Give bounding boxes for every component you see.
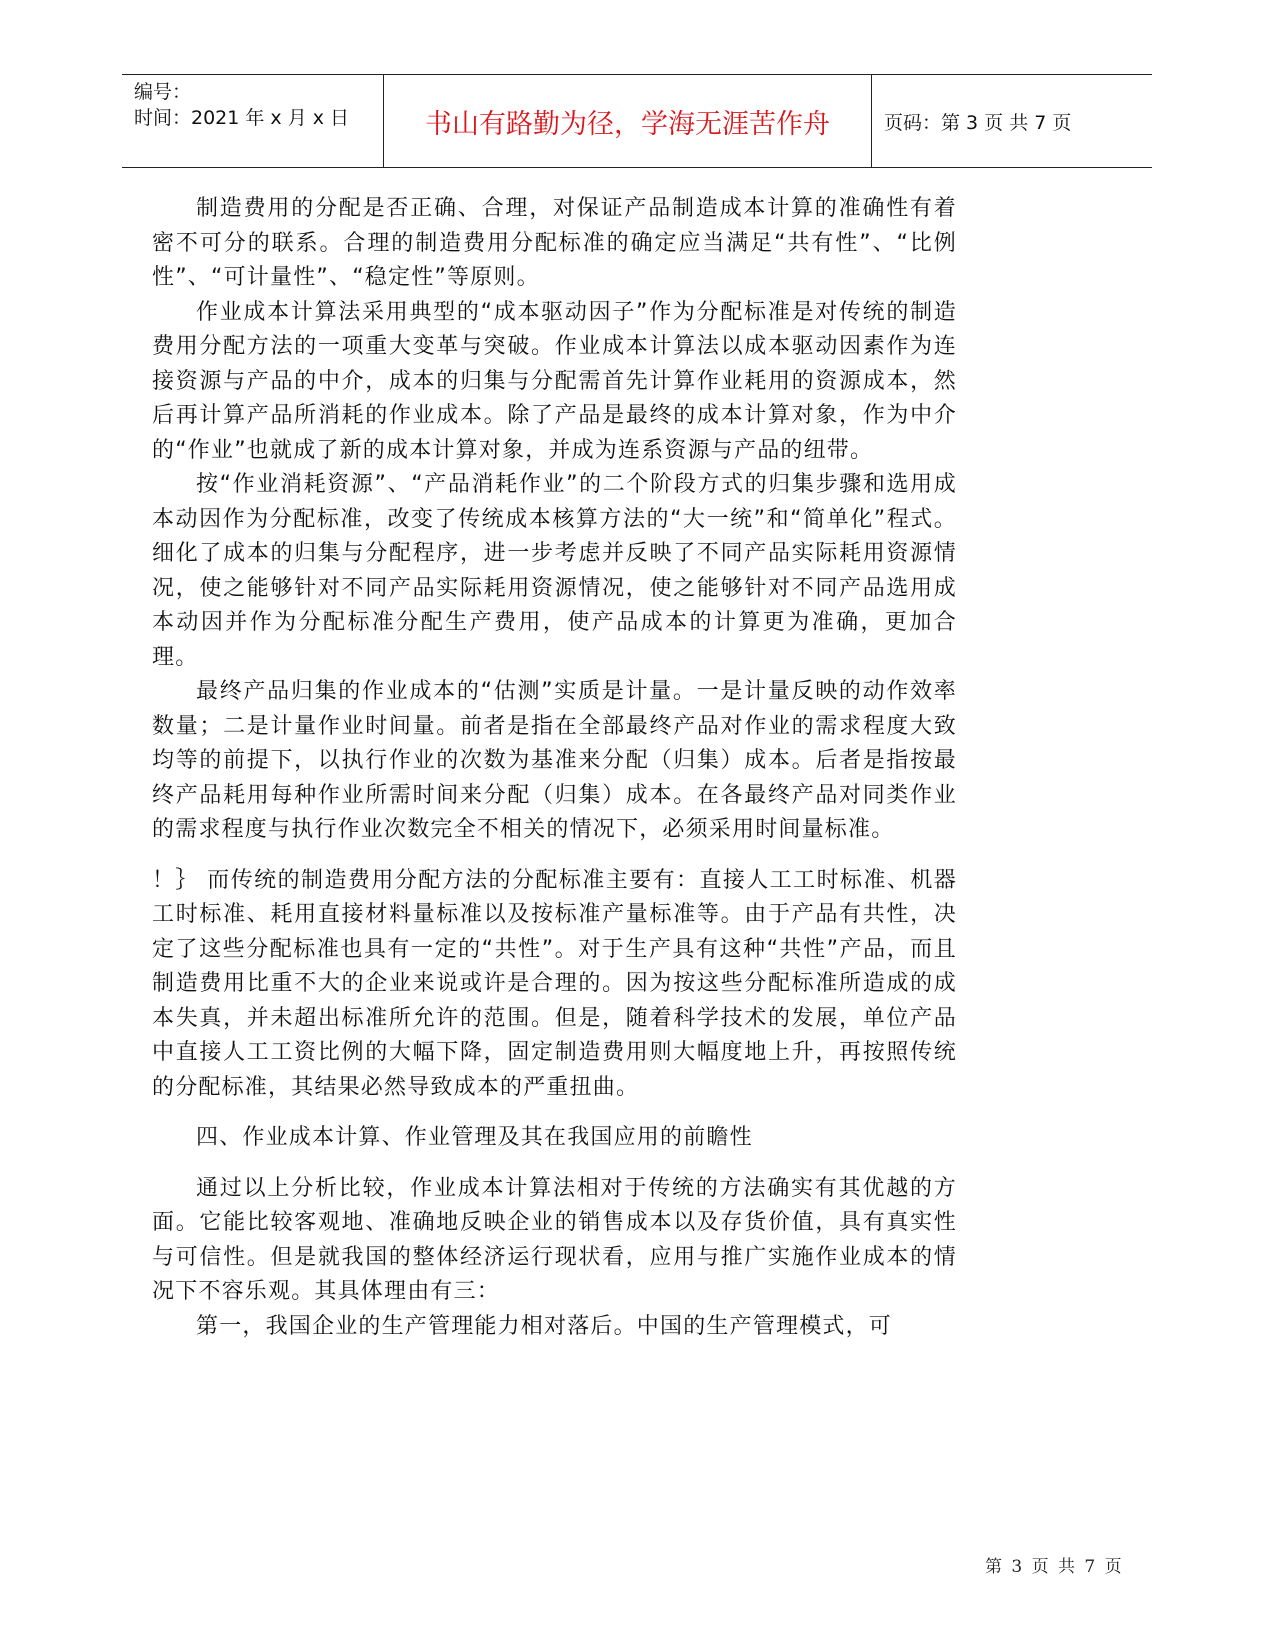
paragraph-3: 按“作业消耗资源”、“产品消耗作业”的二个阶段方式的归集步骤和选用成本动因作为分配标准，改变了传统成本核算方法的“大一统”和“简单化”程式。细化了成本的归集与分配程序，进一步考虑并反映了不同产品实际耗用资源情况，使之能够针对不同产品实际耗用资源情况，使之能够针对不同产品选用成本动因并作为分配标准分配生产费用，使产品成本的计算更为准确，更加合理。	[152, 472, 957, 670]
page-footer: 第 3 页 共 7 页	[985, 1557, 1124, 1577]
paragraph-2: 作业成本计算法采用典型的“成本驱动因子”作为分配标准是对传统的制造费用分配方法的一项重大变革与突破。作业成本计算法以成本驱动因素作为连接资源与产品的中介，成本的归集与分配需首先计算作业耗用的资源成本，然后再计算产品所消耗的作业成本。除了产品是最终的成本计算对象，作为中介的“作业”也就成了新的成本计算对象，并成为连系资源与产品的纽带。	[152, 299, 957, 463]
document-body	[152, 192, 957, 1344]
paragraph-7: 第一，我国企业的生产管理能力相对落后。中国的生产管理模式，可	[196, 1313, 893, 1339]
paragraph-4: 最终产品归集的作业成本的“估测”实质是计量。一是计量反映的动作效率数量；二是计量作业时间量。前者是指在全部最终产品对作业的需求程度大致均等的前提下，以执行作业的次数为基准来分配（归集）成本。后者是指按最终产品耗用每种作业所需时间来分配（归集）成本。在各最终产品对同类作业的需求程度与执行作业次数完全不相关的情况下，必须采用时间量标准。	[152, 679, 957, 842]
document-time-label: 时间：2021 年 x 月 x 日	[134, 107, 350, 129]
paragraph-6: 通过以上分析比较，作业成本计算法相对于传统的方法确实有其优越的方面。它能比较客观地、准确地反映企业的销售成本以及存货价值，具有真实性与可信性。但是就我国的整体经济运行现状看，应用与推广实施作业成本的情况下不容乐观。其具体理由有三：	[152, 1175, 957, 1304]
paragraph-5: ！｝ 而传统的制造费用分配方法的分配标准主要有：直接人工工时标准、机器工时标准、耗用直接材料量标准以及按标准产量标准等。由于产品有共性，决定了这些分配标准也具有一定的“共性”。对于生产具有这种“共性”产品，而且制造费用比重不大的企业来说或许是合理的。因为按这些分配标准所造成的成本失真，并未超出标准所允许的范围。但是，随着科学技术的发展，单位产品中直接人工工资比例的大幅下降，固定制造费用则大幅度地上升，再按照传统的分配标准，其结果必然导致成本的严重扭曲。	[152, 867, 957, 1100]
header-meta	[122, 75, 384, 167]
section-heading: 四、作业成本计算、作业管理及其在我国应用的前瞻性	[196, 1125, 753, 1150]
document-number-label: 编号：	[134, 81, 192, 103]
page-header	[122, 74, 1152, 168]
paragraph-1: 制造费用的分配是否正确、合理，对保证产品制造成本计算的准确性有着密不可分的联系。合理的制造费用分配标准的确定应当满足“共有性”、“比例性”、“可计量性”、“稳定性”等原则。	[152, 196, 957, 290]
header-page-info: 页码：第 3 页 共 7 页	[884, 111, 1072, 134]
header-motto: 书山有路勤为径，学海无涯苦作舟	[384, 75, 872, 167]
